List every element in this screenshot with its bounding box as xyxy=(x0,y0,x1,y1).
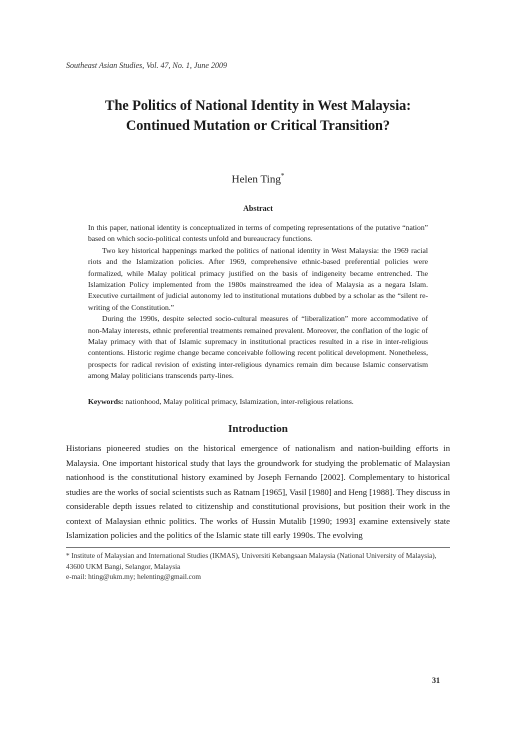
abstract-paragraph: Two key historical happenings marked the politics of national identity in West Malaysia: the 1969 racial riots and the Islamization policies. After 1969, comprehensive ethnic-based preferential policies were formalized, while Malay political primacy justified on the basis of indigeneity became entrenched. The Islamization Policy implemented from the 1980s mainstreamed the idea of Malaysia as a negara Islam. Executive curtailment of judicial autonomy led to institutional mutations dubbed by a scholar as the “silent re-writing of the Constitution.” xyxy=(88,245,428,312)
footnote-email: e-mail: hting@ukm.my; helenting@gmail.com xyxy=(66,573,202,581)
author xyxy=(0,172,516,186)
section-heading-introduction: Introduction xyxy=(228,423,288,435)
keywords xyxy=(88,396,428,407)
title-line-2: Continued Mutation or Critical Transition? xyxy=(125,118,391,134)
keywords-label: Keywords: xyxy=(88,397,124,406)
page-number: 31 xyxy=(432,676,440,685)
body-paragraph: Historians pioneered studies on the historical emergence of nationalism and nation-building efforts in Malaysia. One important historical study that lays the groundwork for studying the problematic of Malaysian nationhood is the constitutional history examined by Joseph Fernando [2002]. Complementary to historical studies are the works of social scientists such as Ratnam [1965], Vasil [1980] and Heng [1988]. They discuss in considerable depth issues related to citizenship and constitutional provisions, but position their work in the context of Malaysian ethnic politics. The works of Hussin Mutalib [1990; 1993] examine extensively state Islamization policies and the politics of the Islamic state till early 1990s. The evolving xyxy=(66,443,450,540)
journal-header: Southeast Asian Studies, Vol. 47, No. 1, June 2009 xyxy=(66,61,227,70)
title-line-1: The Politics of National Identity in West Malaysia: xyxy=(105,98,411,114)
abstract-body xyxy=(88,222,428,382)
abstract-paragraph: In this paper, national identity is conceptualized in terms of competing representations of the putative “nation” based on which socio-political contests unfold and bureaucracy functions. xyxy=(88,223,428,244)
introduction-body xyxy=(66,441,450,543)
abstract-paragraph: During the 1990s, despite selected socio-cultural measures of “liberalization” more accommodative of non-Malay interests, ethnic preferential treatments remained prevalent. Moreover, the conflation of the logic of Malay primacy with that of Islamic supremacy in institutional practices resulted in a rise in inter-religious contentions. Historic regime change became conceivable following recent political development. Nonetheless, prospects for radical revision of existing inter-religious dynamics remain dim because Islamic conservatism among Malay politicians transcends party-lines. xyxy=(88,314,428,381)
footnote-affiliation: Institute of Malaysian and International Studies (IKMAS), Universiti Kebangsaan Malaysia (National University of Malaysia), 43600 UKM Bangi, Selangor, Malaysia xyxy=(66,552,437,571)
author-footnote-mark: * xyxy=(280,172,285,180)
keywords-list: nationhood, Malay political primacy, Islamization, inter-religious relations. xyxy=(123,397,354,406)
article-title xyxy=(60,96,456,136)
footnote-divider xyxy=(66,547,450,548)
author-name: Helen Ting xyxy=(231,173,281,186)
footnote-mark: * xyxy=(66,552,70,560)
footnote xyxy=(66,551,450,583)
abstract-heading: Abstract xyxy=(243,204,273,213)
